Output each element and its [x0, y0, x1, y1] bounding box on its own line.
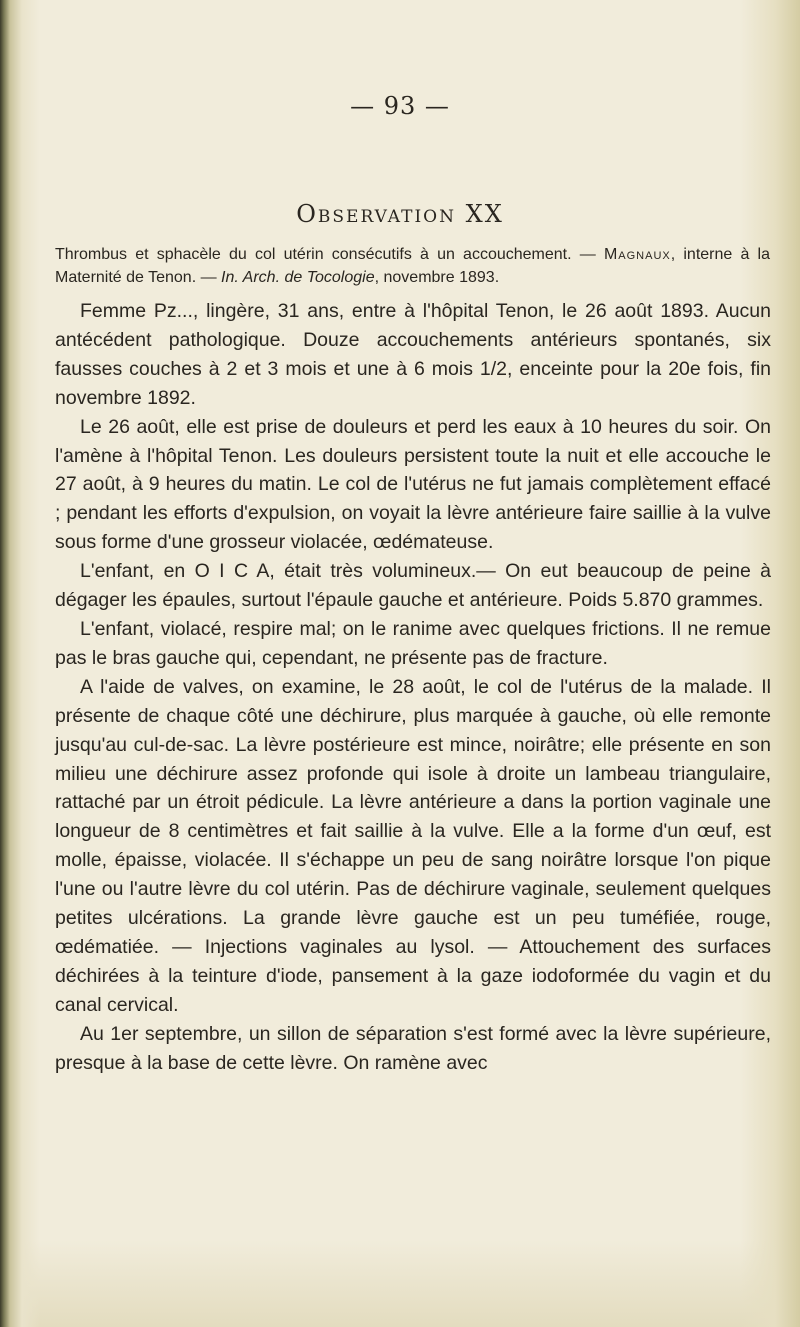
citation-journal: In. Arch. de Tocologie — [221, 269, 375, 286]
citation-author: Magnaux — [603, 246, 671, 263]
paragraph: Femme Pz..., lingère, 31 ans, entre à l'hôpital Tenon, le 26 août 1893. Aucun antécédent pathologique. Douze accouchements antérieurs spontanés, six fausses couches à 2 et 3 mois et une à 6 mois 1/2, enceinte pour la 20e fois, fin novembre 1892. — [55, 300, 771, 409]
source-citation — [55, 243, 770, 289]
citation-lead: Thrombus et sphacèle du col utérin consécutifs à un accouchement. — — [55, 246, 604, 263]
paragraph: A l'aide de valves, on examine, le 28 août, le col de l'utérus de la malade. Il présente de chaque côté une déchirure, plus marquée à gauche, où elle remonte jusqu'au cul-de-sac. La lèvre postérieure est mince, noirâtre; elle présente en son milieu une déchirure assez profonde qui isole à droite un lambeau triangulaire, rattaché par un étroit pédicule. La lèvre antérieure a dans la portion vaginale une longueur de 8 centimètres et fait saillie à la vulve. Elle a la forme d'un œuf, est molle, épaisse, violacée. Il s'échappe un peu de sang noirâtre lorsque l'on pique l'une ou l'autre lèvre du col utérin. Pas de déchirure vaginale, seulement quelques petites ulcérations. La grande lèvre gauche est un peu tuméfiée, rouge, œdématiée. — Injections vaginales au lysol. — Attouchement des surfaces déchirées à la teinture d'iode, pansement à la gaze iodoformée du vagin et du canal cervical. — [55, 675, 771, 1016]
page-number: — 93 — — [350, 92, 450, 120]
paragraph: Au 1er septembre, un sillon de séparation s'est formé avec la lèvre supérieure, presque à la base de cette lèvre. On ramène avec — [55, 1022, 771, 1074]
observation-body — [55, 297, 771, 1077]
observation-title: Observation XX — [296, 200, 504, 228]
paragraph: Le 26 août, elle est prise de douleurs et perd les eaux à 10 heures du soir. On l'amène à l'hôpital Tenon. Les douleurs persistent toute la nuit et elle accouche le 27 août, à 9 heures du matin. Le col de l'utérus ne fut jamais complètement effacé ; pendant les efforts d'expulsion, on voyait la lèvre antérieure faire saillie à la vulve sous forme d'une grosseur violacée, œdémateuse. — [55, 415, 771, 554]
paragraph: L'enfant, violacé, respire mal; on le ranime avec quelques frictions. Il ne remue pas le bras gauche qui, cependant, ne présente pas de fracture. — [55, 617, 771, 669]
paragraph: L'enfant, en O I C A, était très volumineux.— On eut beaucoup de peine à dégager les épaules, surtout l'épaule gauche et antérieure. Poids 5.870 grammes. — [55, 560, 771, 612]
citation-tail: , novembre 1893. — [374, 269, 500, 286]
citation-middle: , interne à la Maternité de Tenon. — — [55, 246, 770, 286]
